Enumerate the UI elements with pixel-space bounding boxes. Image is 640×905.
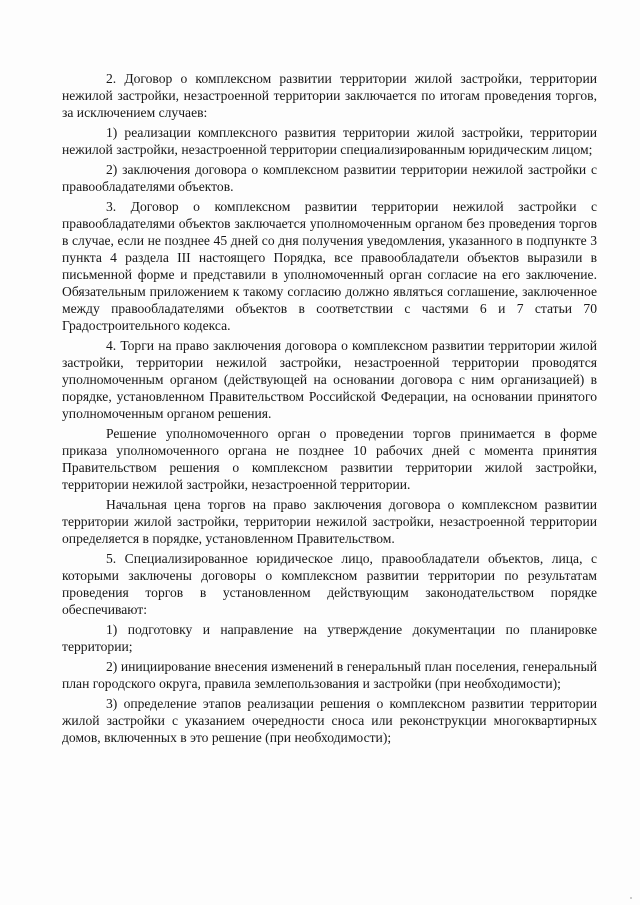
paragraph-2: 2. Договор о комплексном развитии территории жилой застройки, территории нежилой застройки, незастроенной территории заключается по итогам проведения торгов, за исключением случаев: [62, 71, 597, 120]
paragraph-5-item-2: 2) инициирование внесения изменений в генеральный план поселения, генеральный план городского округа, правила землепользования и застройки (при необходимости); [62, 659, 597, 691]
scan-speck [630, 897, 632, 899]
paragraph-5: 5. Специализированное юридическое лицо, правообладатели объектов, лица, с которыми заключены договоры о комплексном развитии территории по результатам проведения торгов в установленном действующим законодательством порядке обеспечивают: [62, 551, 597, 617]
paragraph-5-item-3: 3) определение этапов реализации решения о комплексном развитии территории жилой застройки с указанием очередности сноса или реконструкции многоквартирных домов, включенных в это решение (при необходимости); [62, 696, 597, 745]
paragraph-5-item-1: 1) подготовку и направление на утверждение документации по планировке территории; [62, 622, 597, 654]
document-body [62, 70, 597, 746]
paragraph-3: 3. Договор о комплексном развитии территории нежилой застройки с правообладателями объектов заключается уполномоченным органом без проведения торгов в случае, если не позднее 45 дней со дня получения уведомления, указанного в подпункте 3 пункта 4 раздела III настоящего Порядка, все правообладатели объектов выразили в письменной форме и представили в уполномоченный орган согласие на его заключение. Обязательным приложением к такому согласию должно являться соглашение, заключенное между правообладателями объектов в соответствии с частями 6 и 7 статьи 70 Градостроительного кодекса. [62, 199, 597, 333]
paragraph-2-item-1: 1) реализации комплексного развития территории жилой застройки, территории нежилой застройки, незастроенной территории специализированным юридическим лицом; [62, 125, 597, 157]
paragraph-4: 4. Торги на право заключения договора о комплексном развитии территории жилой застройки, территории нежилой застройки, незастроенной территории проводятся уполномоченным органом (действующей на основании договора с ним организацией) в порядке, установленном Правительством Российской Федерации, на основании принятого уполномоченным органом решения. [62, 338, 597, 421]
paragraph-4-decision: Решение уполномоченного орган о проведении торгов принимается в форме приказа уполномоченного органа не позднее 10 рабочих дней с момента принятия Правительством решения о комплексном развитии территории жилой застройки, территории нежилой застройки, незастроенной территории. [62, 426, 597, 492]
paragraph-2-item-2: 2) заключения договора о комплексном развитии территории нежилой застройки с правообладателями объектов. [62, 162, 597, 194]
paragraph-4-initial-price: Начальная цена торгов на право заключения договора о комплексном развитии территории жилой застройки, территории нежилой застройки, незастроенной территории определяется в порядке, установленном Правительством. [62, 497, 597, 546]
